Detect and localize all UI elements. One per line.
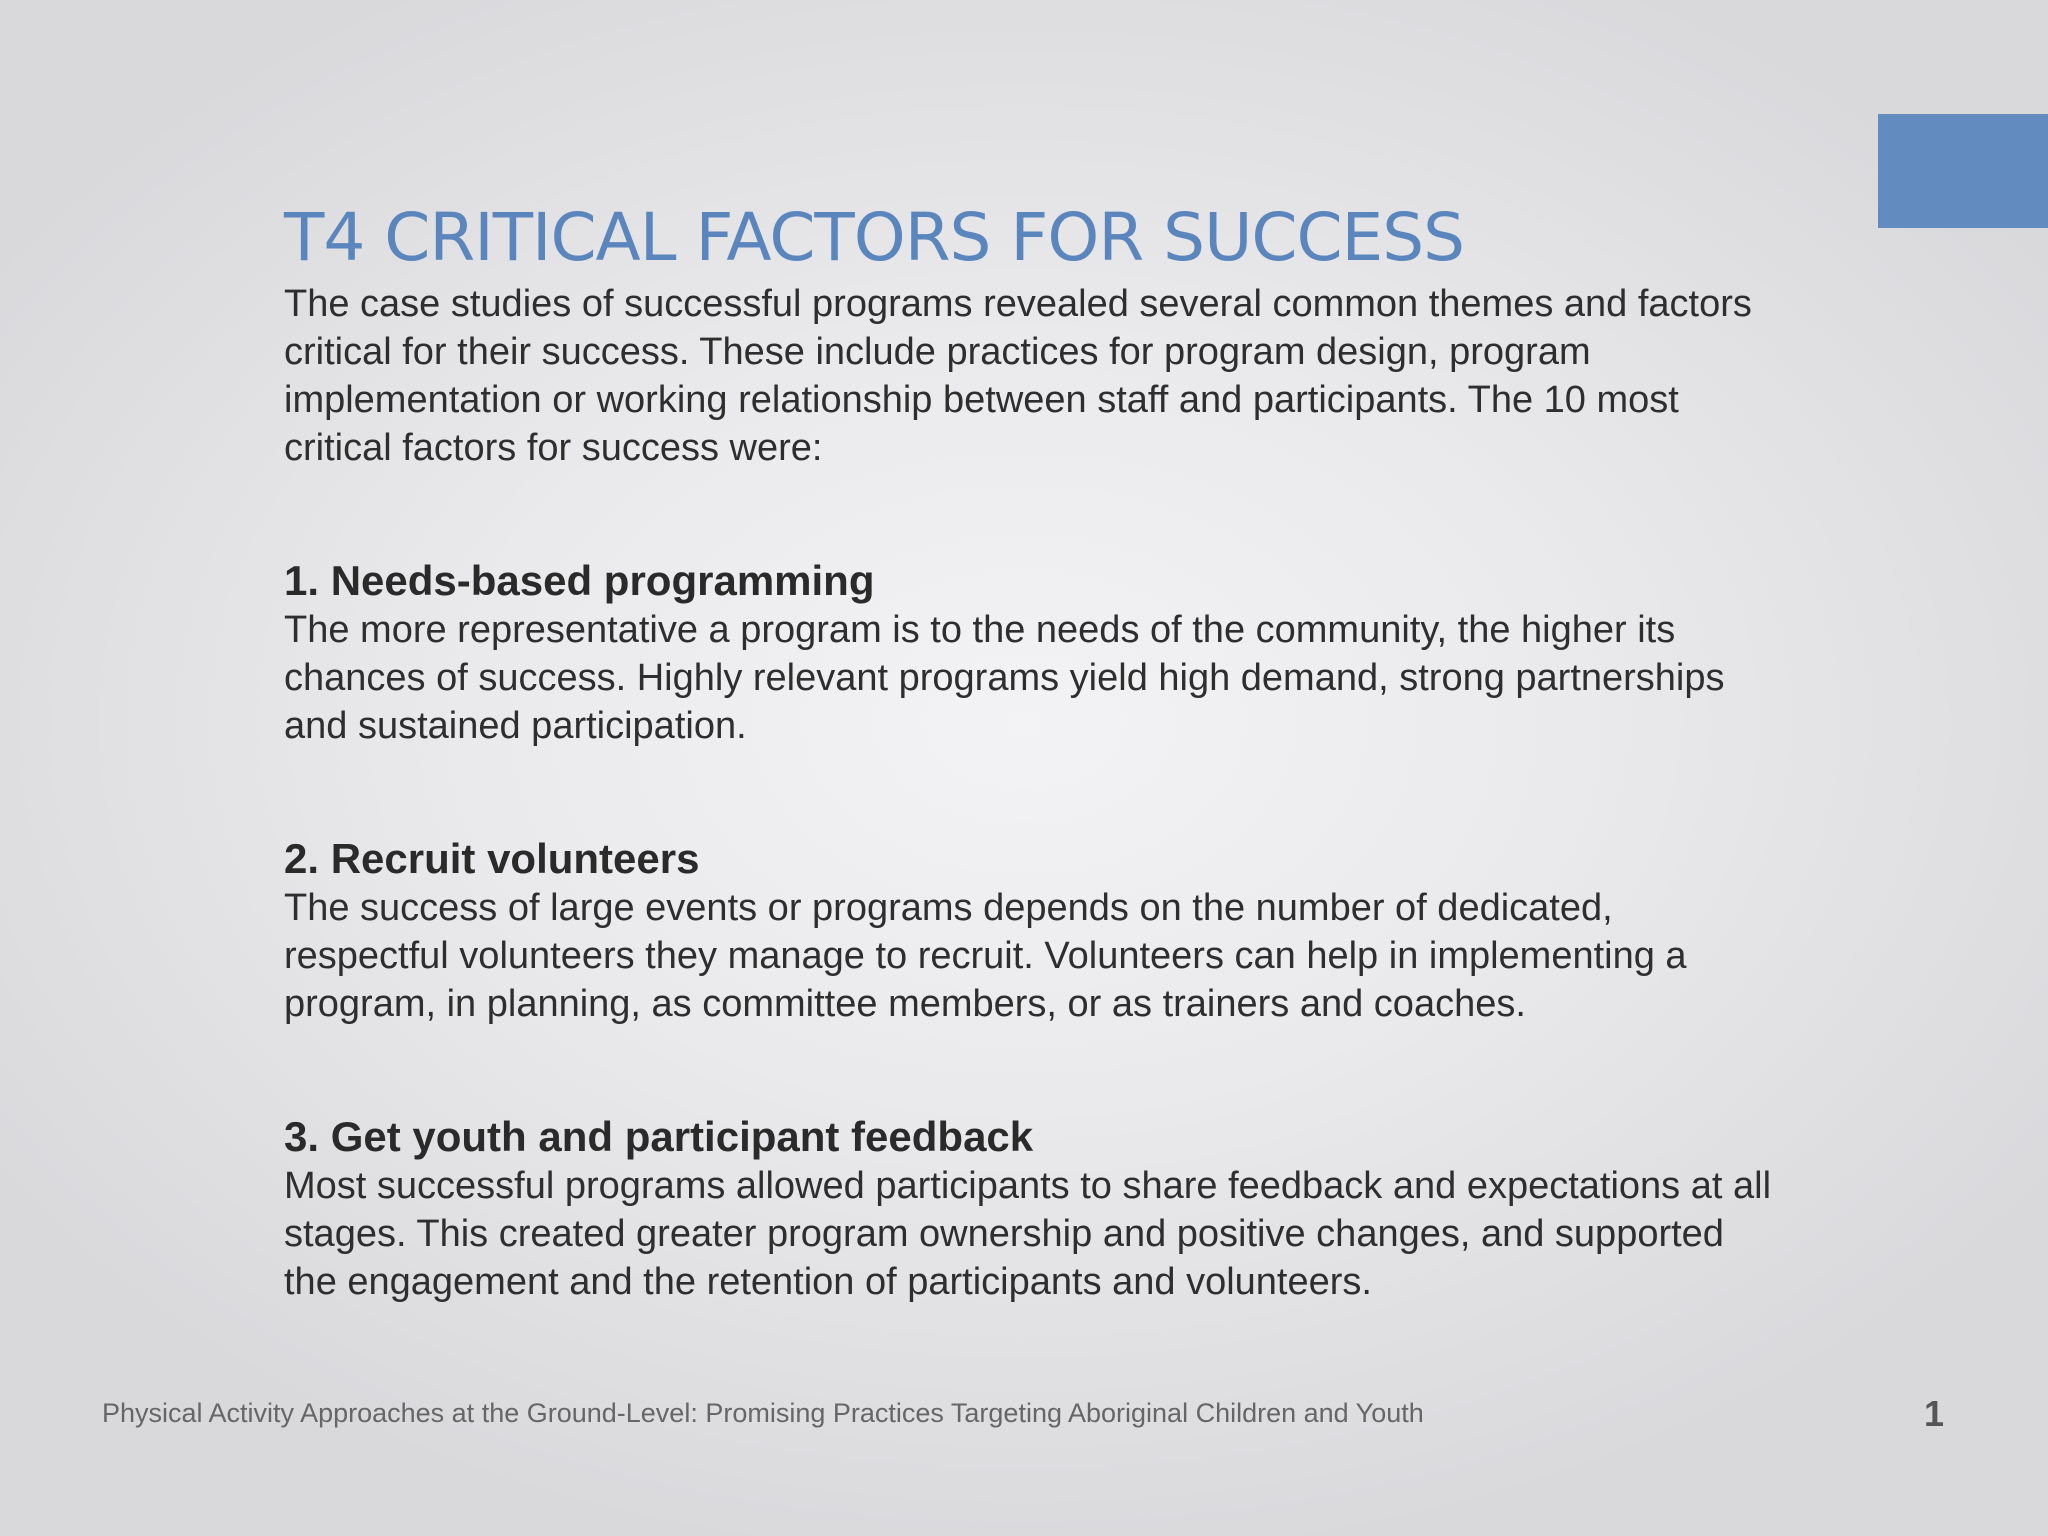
factor-heading: 1. Needs-based programming — [284, 557, 875, 604]
page-number: 1 — [1923, 1393, 1944, 1434]
factor-description: Most successful programs allowed participants to share feedback and expectations at all stages. This created greater program ownership and positive changes, and supported the engagement and the retention of participants and volunteers. — [284, 1165, 1772, 1303]
factor-item — [284, 834, 1784, 1028]
corner-accent-block — [1878, 114, 2048, 228]
slide-content — [284, 196, 1784, 1306]
slide-footer: Physical Activity Approaches at the Ground-Level: Promising Practices Targeting Aboriginal Children and Youth — [102, 1398, 1424, 1428]
factor-description: The more representative a program is to the needs of the community, the higher its chances of success. Highly relevant programs yield high demand, strong partnerships and sustained participation. — [284, 609, 1725, 747]
factor-heading: 2. Recruit volunteers — [284, 835, 700, 882]
factor-heading: 3. Get youth and participant feedback — [284, 1113, 1034, 1160]
intro-paragraph: The case studies of successful programs revealed several common themes and factors critical for their success. These include practices for program design, program implementation or working relationship between staff and participants. The 10 most critical factors for success were: — [284, 283, 1752, 469]
slide-title: T4 CRITICAL FACTORS FOR SUCCESS — [284, 199, 1465, 276]
factor-description: The success of large events or programs depends on the number of dedicated, respectful volunteers they manage to recruit. Volunteers can help in implementing a program, in planning, as committee members, or as trainers and coaches. — [284, 887, 1687, 1025]
factor-item — [284, 1112, 1784, 1306]
factor-item — [284, 556, 1784, 750]
